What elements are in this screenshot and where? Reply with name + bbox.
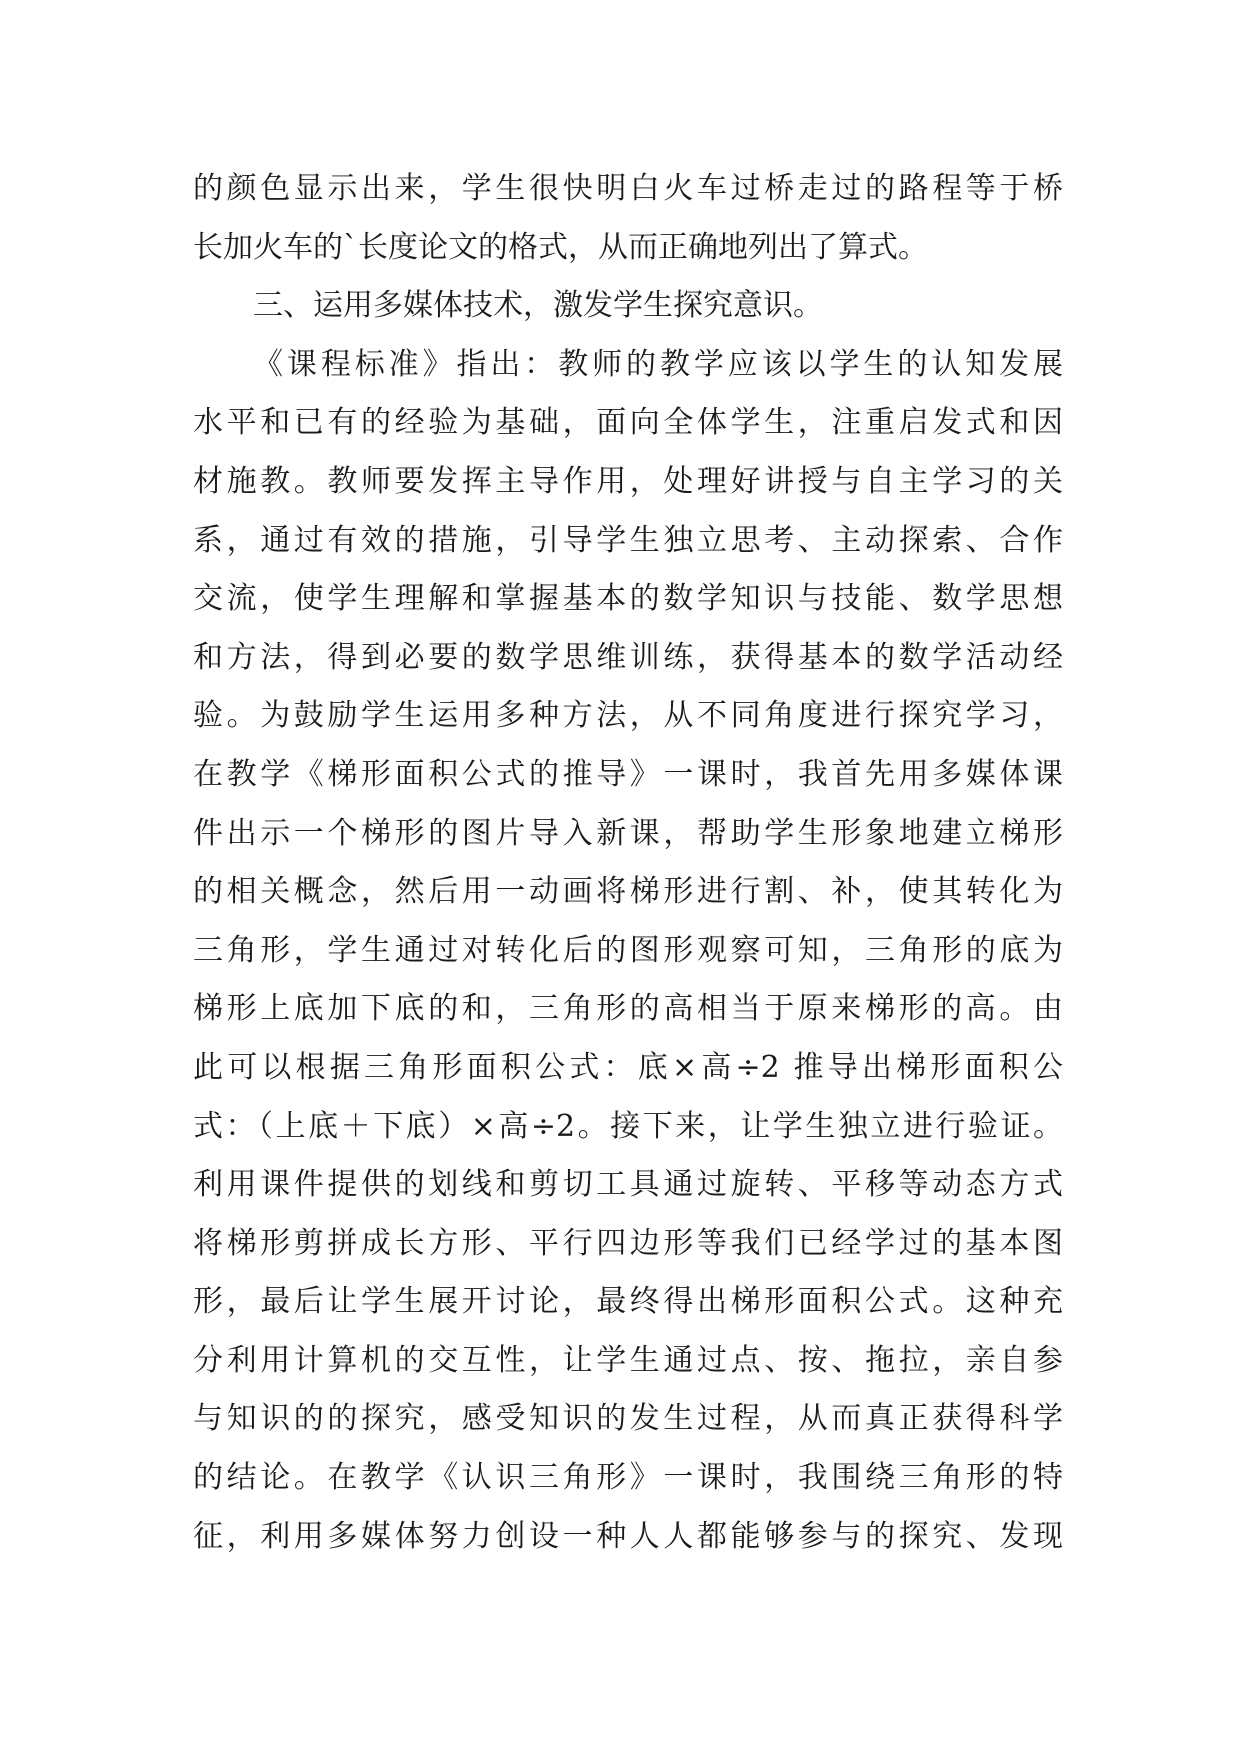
text-line: 系，通过有效的措施，引导学生独立思考、主动探索、合作 [193, 522, 1063, 558]
text-line: 长加火车的`长度论文的格式，从而正确地列出了算式。 [193, 229, 928, 265]
text-line: 分利用计算机的交互性，让学生通过点、按、拖拉，亲自参 [193, 1342, 1063, 1378]
body-text [193, 160, 1063, 1566]
text-line: 与知识的的探究，感受知识的发生过程，从而真正获得科学 [193, 1401, 1063, 1437]
text-line: 的颜色显示出来，学生很快明白火车过桥走过的路程等于桥 [193, 171, 1063, 206]
text-line: 的相关概念，然后用一动画将梯形进行割、补，使其转化为 [193, 874, 1063, 910]
text-line: 将梯形剪拼成长方形、平行四边形等我们已经学过的基本图 [193, 1225, 1063, 1261]
text-line: 水平和已有的经验为基础，面向全体学生，注重启发式和因 [193, 405, 1063, 441]
text-line: 式：（上底＋下底）×高÷2。接下来，让学生独立进行验证。 [193, 1108, 1063, 1144]
text-line: 的结论。在教学《认识三角形》一课时，我围绕三角形的特 [193, 1460, 1063, 1496]
text-line: 件出示一个梯形的图片导入新课，帮助学生形象地建立梯形 [193, 815, 1063, 851]
text-line: 三、运用多媒体技术，激发学生探究意识。 [253, 288, 823, 324]
text-line: 和方法，得到必要的数学思维训练，获得基本的数学活动经 [193, 639, 1063, 675]
text-line: 交流，使学生理解和掌握基本的数学知识与技能、数学思想 [193, 581, 1063, 617]
text-line: 材施教。教师要发挥主导作用，处理好讲授与自主学习的关 [193, 463, 1063, 499]
text-line: 形，最后让学生展开讨论，最终得出梯形面积公式。这种充 [193, 1284, 1063, 1320]
text-line: 《课程标准》指出：教师的教学应该以学生的认知发展 [253, 346, 1063, 382]
text-line: 利用课件提供的划线和剪切工具通过旋转、平移等动态方式 [193, 1167, 1063, 1203]
text-line: 验。为鼓励学生运用多种方法，从不同角度进行探究学习， [193, 698, 1063, 734]
text-line: 三角形，学生通过对转化后的图形观察可知，三角形的底为 [193, 932, 1063, 968]
text-line: 此可以根据三角形面积公式：底×高÷2 推导出梯形面积公 [193, 1049, 1063, 1085]
text-line: 征，利用多媒体努力创设一种人人都能够参与的探究、发现 [193, 1518, 1063, 1554]
text-line: 梯形上底加下底的和，三角形的高相当于原来梯形的高。由 [193, 991, 1063, 1027]
text-line: 在教学《梯形面积公式的推导》一课时，我首先用多媒体课 [193, 756, 1063, 792]
